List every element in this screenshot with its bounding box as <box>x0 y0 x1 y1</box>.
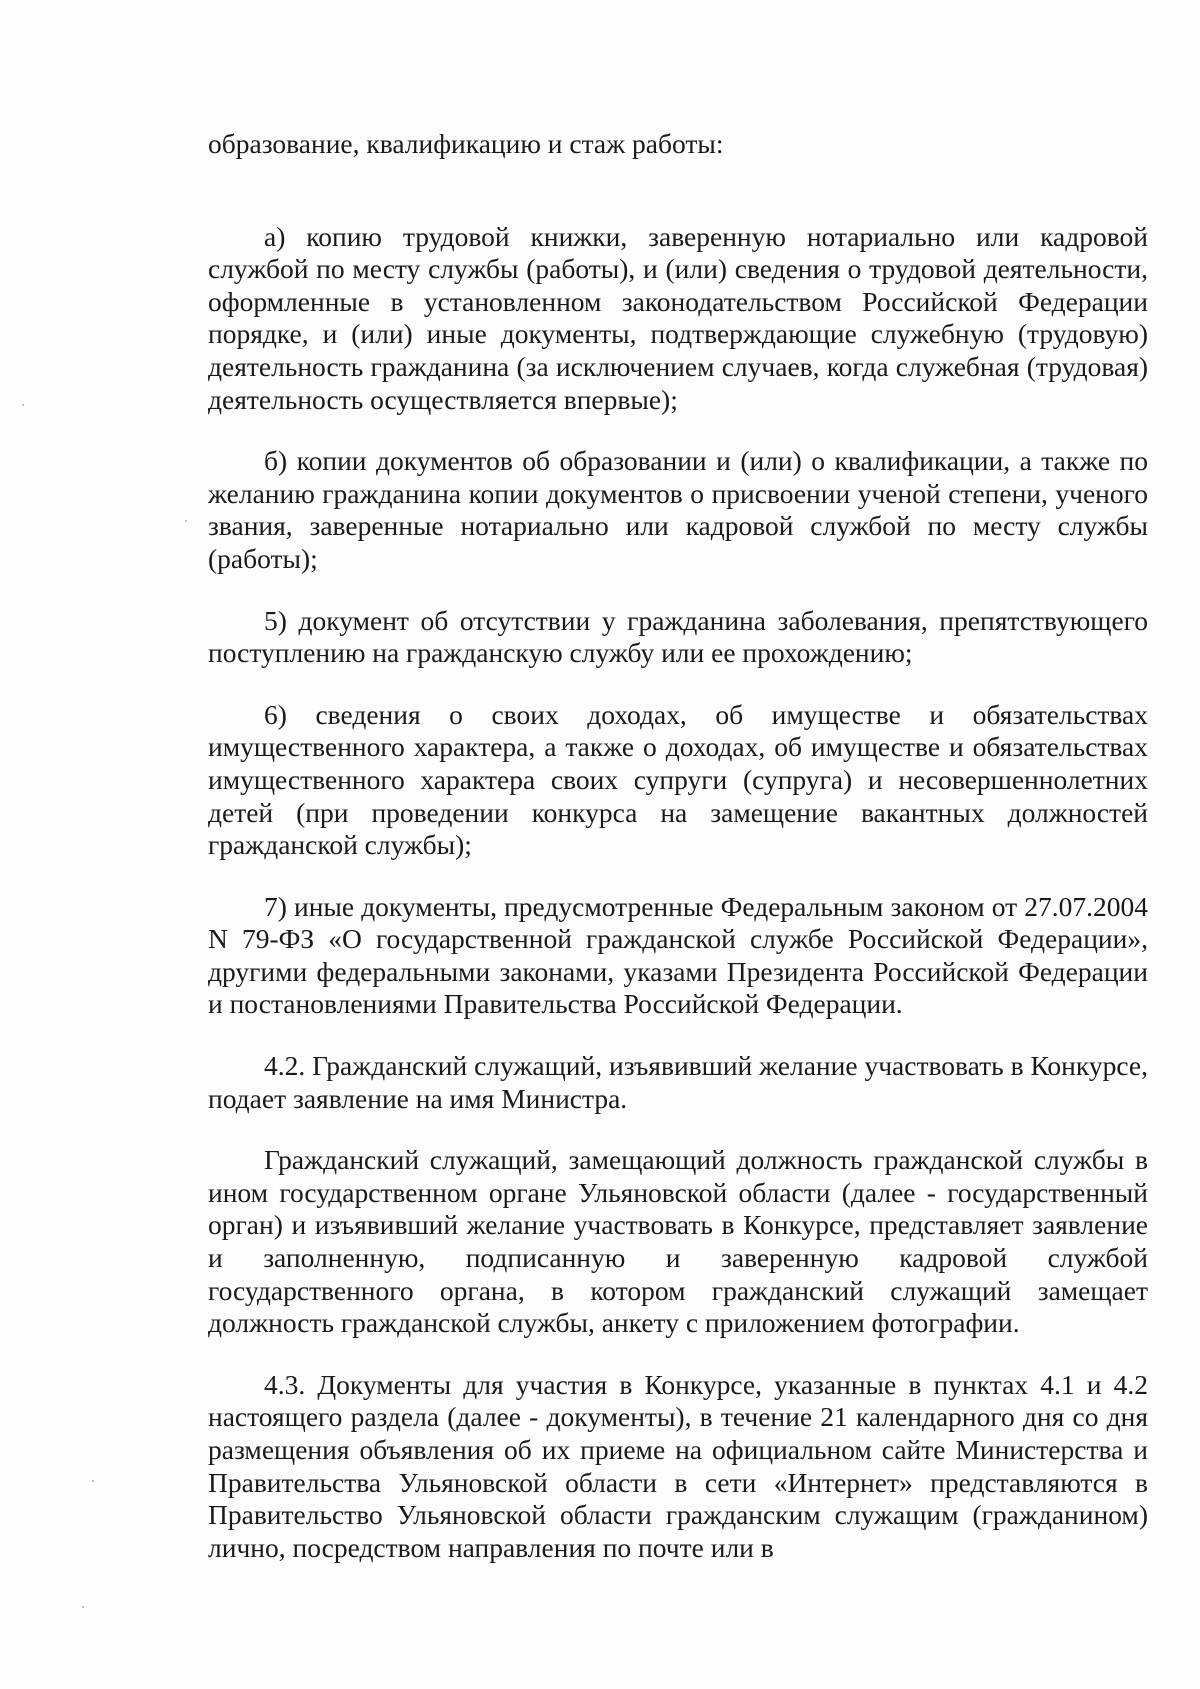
scan-speck <box>92 1480 94 1482</box>
paragraph-item-b: б) копии документов об образовании и (или) о квалификации, а также по желанию гражданина копии документов о присвоении ученой степени, ученого звания, заверенные нотариально или кадровой службой по месту службы (работы); <box>208 445 1148 574</box>
document-body <box>208 128 1148 1593</box>
scan-speck <box>185 520 187 522</box>
paragraph-continuation: образование, квалификацию и стаж работы: <box>208 128 724 159</box>
paragraph-4-3: 4.3. Документы для участия в Конкурсе, указанные в пунктах 4.1 и 4.2 настоящего раздела (далее - документы), в течение 21 календарного дня со дня размещения объявления об их приеме на официальном сайте Министерства и Правительства Ульяновской области в сети «Интернет» представляются в Правительство Ульяновской области гражданским служащим (гражданином) лично, посредством направления по почте или в <box>208 1368 1148 1563</box>
paragraph-item-a: а) копию трудовой книжки, заверенную нотариально или кадровой службой по месту службы (работы), и (или) сведения о трудовой деятельности, оформленные в установленном законодательством Российской Федерации порядке, и (или) иные документы, подтверждающие служебную (трудовую) деятельность гражданина (за исключением случаев, когда служебная (трудовая) деятельность осуществляется впервые); <box>208 220 1148 415</box>
paragraph-item-5: 5) документ об отсутствии у гражданина заболевания, препятствующего поступлению на гражданскую службу или ее прохождению; <box>208 604 1148 669</box>
paragraph-civil-servant: Гражданский служащий, замещающий должность гражданской службы в ином государственном органе Ульяновской области (далее - государственный орган) и изъявивший желание участвовать в Конкурсе, представляет заявление и заполненную, подписанную и заверенную кадровой службой государственного органа, в котором гражданский служащий замещает должность гражданской службы, анкету с приложением фотографии. <box>208 1144 1148 1339</box>
scan-speck <box>82 1606 84 1608</box>
paragraph-item-7: 7) иные документы, предусмотренные Федеральным законом от 27.07.2004 N 79-ФЗ «О государственной гражданской службе Российской Федерации», другими федеральными законами, указами Президента Российской Федерации и постановлениями Правительства Российской Федерации. <box>208 890 1148 1020</box>
scan-speck <box>22 404 24 406</box>
paragraph-4-2: 4.2. Гражданский служащий, изъявивший желание участвовать в Конкурсе, подает заявление на имя Министра. <box>208 1050 1148 1114</box>
paragraph-item-6: 6) сведения о своих доходах, об имуществе и обязательствах имущественного характера, а также о доходах, об имуществе и обязательствах имущественного характера своих супруги (супруга) и несовершеннолетних детей (при проведении конкурса на замещение вакантных должностей гражданской службы); <box>208 698 1148 861</box>
